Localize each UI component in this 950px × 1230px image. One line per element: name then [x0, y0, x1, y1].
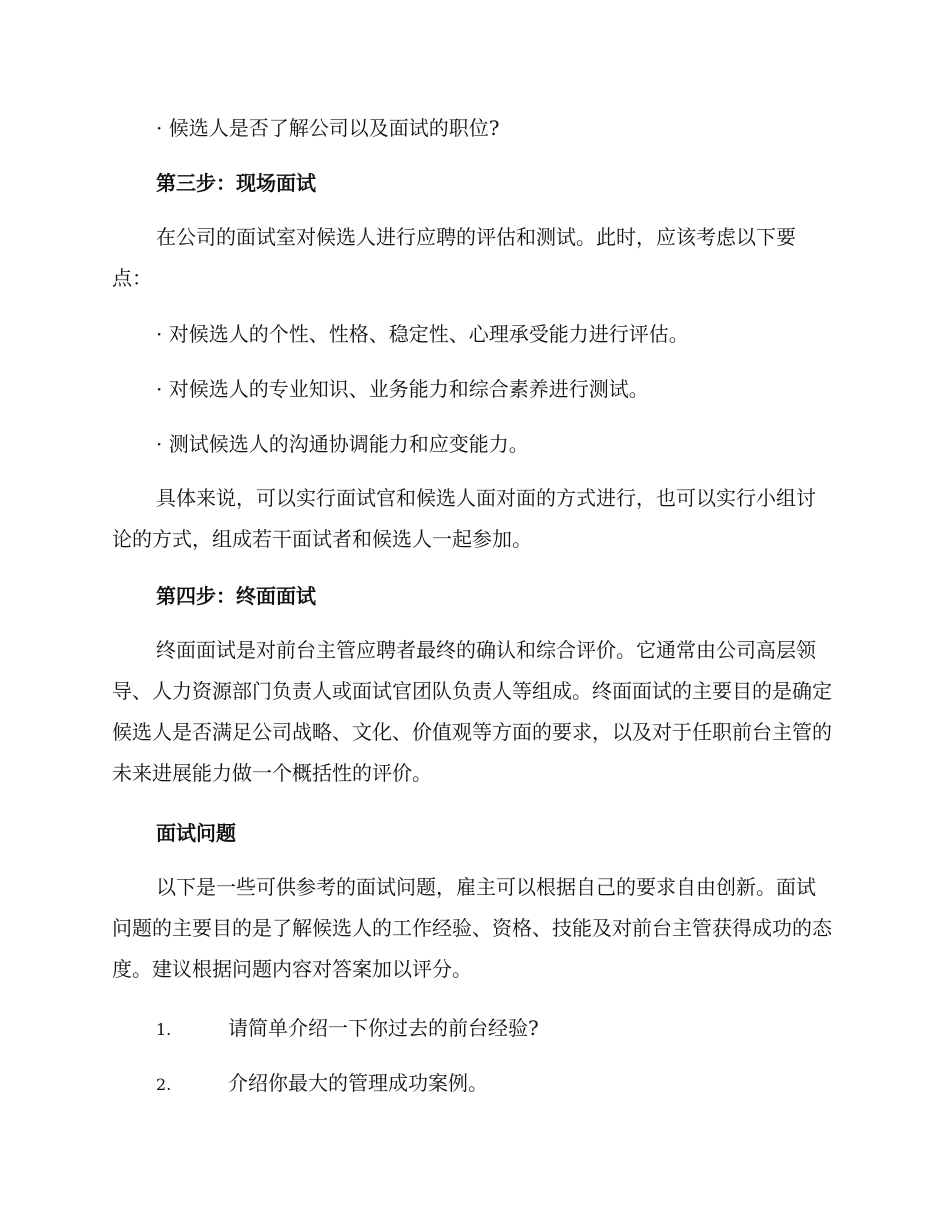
heading-interview-questions: 面试问题	[156, 821, 236, 845]
question-number: 2.	[156, 1075, 172, 1094]
paragraph-step3: 在公司的面试室对候选人进行应聘的评估和测试。此时，应该考虑以下要点：	[112, 225, 796, 290]
question-item	[156, 1015, 836, 1043]
bullet-step3-2: · 对候选人的专业知识、业务能力和综合素养进行测试。	[156, 377, 649, 401]
heading-step3: 第三步：现场面试	[156, 171, 316, 195]
bullet-candidate-knowledge: · 候选人是否了解公司以及面试的职位?	[156, 116, 500, 140]
question-number: 1.	[156, 1020, 172, 1039]
paragraph-step3-detail: 具体来说，可以实行面试官和候选人面对面的方式进行，也可以实行小组讨论的方式，组成若干面试者和候选人一起参加。	[112, 486, 816, 551]
heading-step4: 第四步：终面面试	[156, 584, 316, 608]
bullet-step3-3: · 测试候选人的沟通协调能力和应变能力。	[156, 432, 529, 456]
paragraph-step4: 终面面试是对前台主管应聘者最终的确认和综合评价。它通常由公司高层领导、人力资源部门负责人或面试官团队负责人等组成。终面面试的主要目的是确定候选人是否满足公司战略、文化、价值观等方面的要求，以及对于任职前台主管的未来进展能力做一个概括性的评价。	[112, 638, 832, 785]
question-text: 介绍你最大的管理成功案例。	[228, 1071, 488, 1095]
question-item	[156, 1070, 836, 1098]
question-text: 请简单介绍一下你过去的前台经验?	[228, 1016, 539, 1040]
paragraph-interview-questions: 以下是一些可供参考的面试问题，雇主可以根据自己的要求自由创新。面试问题的主要目的是了解候选人的工作经验、资格、技能及对前台主管获得成功的态度。建议根据问题内容对答案加以评分。	[112, 875, 832, 981]
bullet-step3-1: · 对候选人的个性、性格、稳定性、心理承受能力进行评估。	[156, 322, 689, 346]
